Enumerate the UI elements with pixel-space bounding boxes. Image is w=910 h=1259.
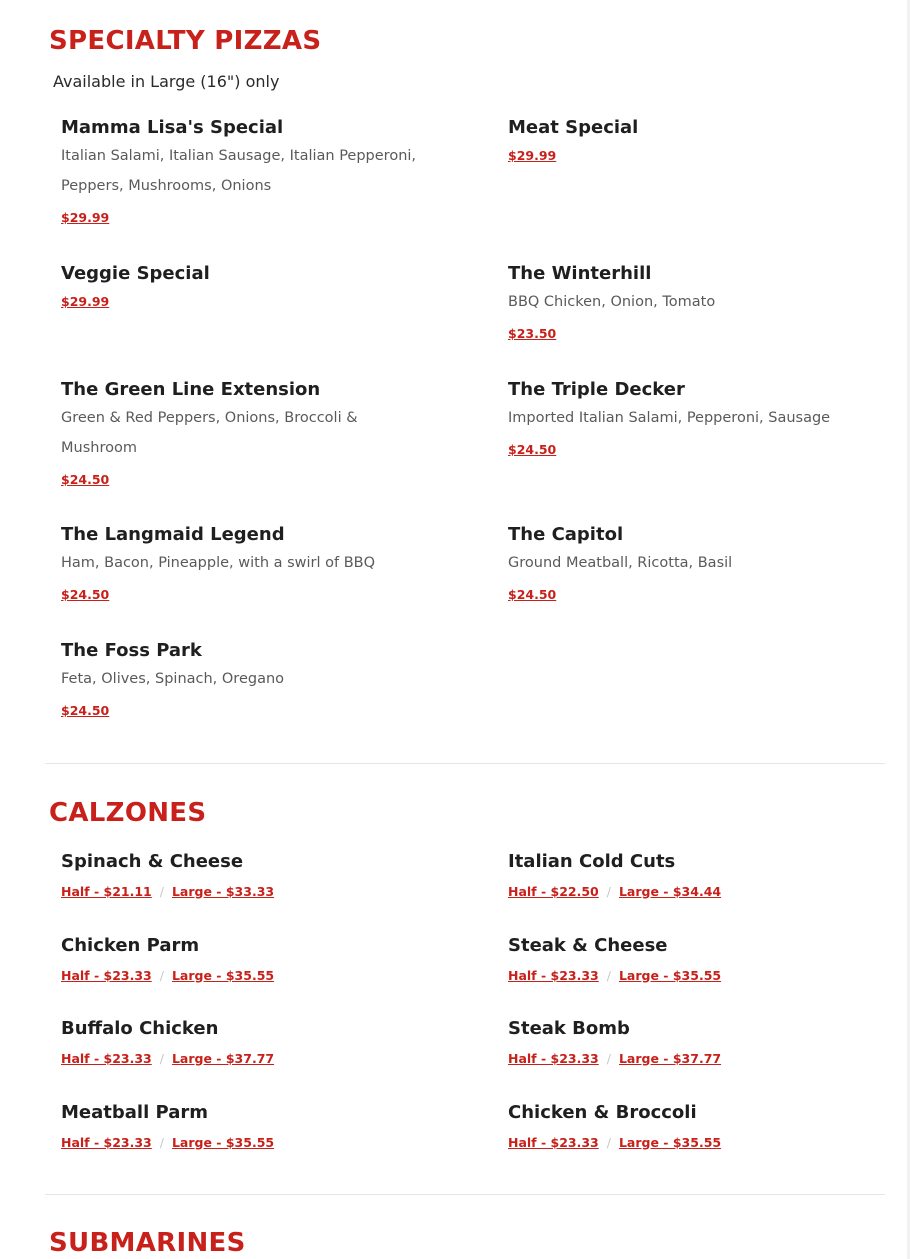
item-description: Ham, Bacon, Pineapple, with a swirl of BBQ bbox=[61, 554, 376, 571]
menu-item-meatball-parm-calzone bbox=[61, 1102, 451, 1150]
menu-item-italian-cold-cuts-calzone bbox=[508, 851, 898, 899]
section-subtitle-size-note: Available in Large (16") only bbox=[53, 72, 280, 91]
item-price-link[interactable]: $29.99 bbox=[61, 293, 110, 309]
item-prices bbox=[508, 968, 898, 983]
item-name: Mamma Lisa's Special bbox=[61, 117, 284, 138]
menu-item-the-langmaid-legend bbox=[61, 524, 451, 602]
menu-item-the-green-line-extension bbox=[61, 379, 451, 487]
menu-item-the-triple-decker bbox=[508, 379, 898, 457]
menu-item-steak-bomb-calzone bbox=[508, 1018, 898, 1066]
item-prices bbox=[61, 1051, 451, 1066]
menu-item-the-capitol bbox=[508, 524, 898, 602]
menu-item-meat-special bbox=[508, 117, 898, 163]
section-title-specialty-pizzas: SPECIALTY PIZZAS bbox=[49, 26, 322, 56]
item-name: The Foss Park bbox=[61, 640, 202, 661]
item-description: Imported Italian Salami, Pepperoni, Sausage bbox=[508, 409, 831, 426]
item-prices bbox=[508, 884, 898, 899]
price-separator: / bbox=[159, 883, 164, 899]
half-price-link[interactable]: Half - $22.50 bbox=[508, 883, 599, 899]
item-price-link[interactable]: $24.50 bbox=[508, 586, 557, 602]
menu-item-buffalo-chicken-calzone bbox=[61, 1018, 451, 1066]
item-name: The Green Line Extension bbox=[61, 379, 321, 400]
item-name: Steak Bomb bbox=[508, 1018, 630, 1039]
price-separator: / bbox=[159, 967, 164, 983]
item-description: BBQ Chicken, Onion, Tomato bbox=[508, 293, 716, 310]
large-price-link[interactable]: Large - $35.55 bbox=[171, 967, 275, 983]
half-price-link[interactable]: Half - $23.33 bbox=[508, 1134, 599, 1150]
large-price-link[interactable]: Large - $33.33 bbox=[171, 883, 275, 899]
menu-item-spinach-cheese-calzone bbox=[61, 851, 451, 899]
item-description: Italian Salami, Italian Sausage, Italian Pepperoni, Peppers, Mushrooms, Onions bbox=[61, 147, 417, 194]
half-price-link[interactable]: Half - $23.33 bbox=[61, 1050, 152, 1066]
price-separator: / bbox=[606, 1134, 611, 1150]
section-title-calzones: CALZONES bbox=[49, 798, 207, 828]
item-name: The Langmaid Legend bbox=[61, 524, 285, 545]
price-separator: / bbox=[606, 1050, 611, 1066]
item-description: Ground Meatball, Ricotta, Basil bbox=[508, 554, 733, 571]
item-name: Veggie Special bbox=[61, 263, 210, 284]
item-description: Feta, Olives, Spinach, Oregano bbox=[61, 670, 285, 687]
item-prices bbox=[508, 1051, 898, 1066]
item-price-link[interactable]: $24.50 bbox=[508, 441, 557, 457]
section-title-submarines: SUBMARINES bbox=[49, 1228, 246, 1258]
large-price-link[interactable]: Large - $35.55 bbox=[618, 1134, 722, 1150]
menu-item-mamma-lisas-special bbox=[61, 117, 451, 225]
menu-item-chicken-parm-calzone bbox=[61, 935, 451, 983]
item-name: Spinach & Cheese bbox=[61, 851, 244, 872]
half-price-link[interactable]: Half - $23.33 bbox=[61, 967, 152, 983]
item-name: The Capitol bbox=[508, 524, 624, 545]
price-separator: / bbox=[606, 967, 611, 983]
price-separator: / bbox=[159, 1050, 164, 1066]
item-price-link[interactable]: $29.99 bbox=[508, 147, 557, 163]
item-prices bbox=[508, 1135, 898, 1150]
large-price-link[interactable]: Large - $37.77 bbox=[171, 1050, 275, 1066]
item-prices bbox=[61, 968, 451, 983]
item-price-link[interactable]: $24.50 bbox=[61, 586, 110, 602]
half-price-link[interactable]: Half - $23.33 bbox=[508, 1050, 599, 1066]
section-divider bbox=[45, 1194, 885, 1195]
item-name: Steak & Cheese bbox=[508, 935, 668, 956]
item-name: Italian Cold Cuts bbox=[508, 851, 676, 872]
item-prices bbox=[61, 1135, 451, 1150]
menu-item-steak-cheese-calzone bbox=[508, 935, 898, 983]
item-description: Green & Red Peppers, Onions, Broccoli & Mushroom bbox=[61, 409, 358, 456]
item-prices bbox=[61, 884, 451, 899]
large-price-link[interactable]: Large - $34.44 bbox=[618, 883, 722, 899]
price-separator: / bbox=[606, 883, 611, 899]
menu-item-veggie-special bbox=[61, 263, 451, 309]
item-price-link[interactable]: $24.50 bbox=[61, 702, 110, 718]
large-price-link[interactable]: Large - $35.55 bbox=[171, 1134, 275, 1150]
large-price-link[interactable]: Large - $37.77 bbox=[618, 1050, 722, 1066]
menu-item-chicken-broccoli-calzone bbox=[508, 1102, 898, 1150]
item-name: Meat Special bbox=[508, 117, 639, 138]
item-name: Buffalo Chicken bbox=[61, 1018, 219, 1039]
large-price-link[interactable]: Large - $35.55 bbox=[618, 967, 722, 983]
menu-item-the-foss-park bbox=[61, 640, 451, 718]
item-name: Chicken & Broccoli bbox=[508, 1102, 697, 1123]
half-price-link[interactable]: Half - $23.33 bbox=[508, 967, 599, 983]
half-price-link[interactable]: Half - $23.33 bbox=[61, 1134, 152, 1150]
menu-item-the-winterhill bbox=[508, 263, 898, 341]
item-name: Chicken Parm bbox=[61, 935, 200, 956]
item-price-link[interactable]: $24.50 bbox=[61, 471, 110, 487]
item-price-link[interactable]: $29.99 bbox=[61, 209, 110, 225]
item-name: The Winterhill bbox=[508, 263, 652, 284]
price-separator: / bbox=[159, 1134, 164, 1150]
section-divider bbox=[45, 763, 885, 764]
half-price-link[interactable]: Half - $21.11 bbox=[61, 883, 152, 899]
item-name: Meatball Parm bbox=[61, 1102, 208, 1123]
item-name: The Triple Decker bbox=[508, 379, 685, 400]
item-price-link[interactable]: $23.50 bbox=[508, 325, 557, 341]
